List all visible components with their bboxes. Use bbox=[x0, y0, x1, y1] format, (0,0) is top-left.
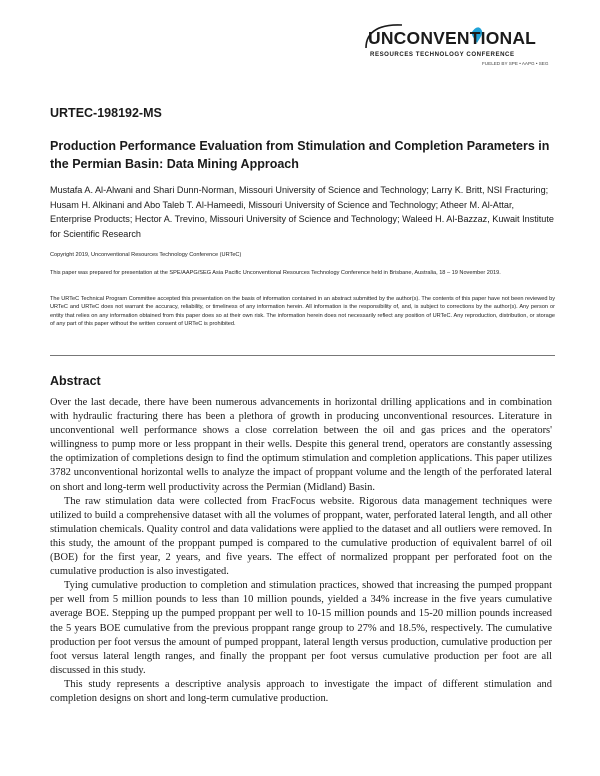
copyright-notice: Copyright 2019, Unconventional Resources Technology Conference (URTeC) bbox=[50, 252, 242, 258]
paper-title: Production Performance Evaluation from Stimulation and Completion Parameters in the Permian Basin: Data Mining Approach bbox=[50, 139, 550, 171]
abstract-paragraph: Tying cumulative production to completion and stimulation practices, showed that increasing the pumped proppant per well from 5 million pounds to less than 10 million pounds, yielded a 34% increase in the five years cumulative average BOE. Stepping up the pumped proppant per well to 10-15 million pounds and 15-20 million pounds increased the 5 years BOE cumulative from the previous proppant range group to 27% and 18.5%, respectively. The cumulative production per foot versus the amount of pumped proppant, lateral length versus production, cumulative production per foot versus lateral length ranges, and finally the proppant per foot versus cumulative production per foot are all discussed in this study. bbox=[50, 580, 552, 676]
authors: Mustafa A. Al-Alwani and Shari Dunn-Norman, Missouri University of Science and Technology; Larry K. Britt, NSI Fracturing; Husam H. Alkinani and Abo Taleb T. Al-Hameedi, Missouri University of Science and Technology; Atheer M. Al-Attar, Enterprise Products; Hector A. Trevino, Missouri University of Science and Technology; Waleed H. Al-Bazzaz, Kuwait Institute for Scientific Research bbox=[50, 185, 554, 239]
presentation-notice: This paper was prepared for presentation at the SPE/AAPG/SEG Asia Pacific Unconventional Resources Technology Conference held in Brisbane, Australia, 18 – 19 November 2019. bbox=[50, 270, 501, 276]
logo-subtitle: RESOURCES TECHNOLOGY CONFERENCE bbox=[370, 51, 515, 58]
logo-sponsors: FUELED BY SPE • AAPG • SEG bbox=[482, 61, 549, 66]
logo-title: UNCONVENTIONAL bbox=[368, 28, 537, 48]
abstract-paragraph: Over the last decade, there have been numerous advancements in horizontal drilling applications and in combination with hydraulic fracturing there has been a plethora of growth in producing unconventional resources. Literature in unconventional well performance shows a close correlation between the oil and gas prices and the operators' willingness to pump more or less proppant in their wells. Despite this general trend, operators are constantly assessing the optimization of completions design to find the optimum stimulation and completion applications. This paper utilizes 3782 unconventional horizontal wells to analyze the impact of proppant volume and the length of the perforated lateral on short and long-term well productivity across the Permian (Midland) Basin. bbox=[50, 397, 552, 493]
abstract-heading: Abstract bbox=[50, 374, 101, 388]
section-divider bbox=[50, 355, 555, 356]
paper-id: URTEC-198192-MS bbox=[50, 106, 162, 120]
abstract-paragraph: This study represents a descriptive analysis approach to investigate the impact of different stimulation and completion designs on short and long-term cumulative production. bbox=[50, 678, 552, 704]
abstract-body bbox=[50, 396, 552, 706]
disclaimer: The URTeC Technical Program Committee accepted this presentation on the basis of information contained in an abstract submitted by the author(s). The contents of this paper have not been reviewed by URTeC and URTeC does not warrant the accuracy, reliability, or timeliness of any information herein. All information is the responsibility of, and, is subject to corrections by the author(s). Any person or entity that relies on any information obtained from this paper does so at their own risk. The information herein does not necessarily reflect any position of URTeC. Any reproduction, distribution, or storage of any part of this paper without the written consent of URTeC is prohibited. bbox=[50, 296, 555, 328]
urtec-logo bbox=[362, 22, 552, 68]
abstract-paragraph: The raw stimulation data were collected from FracFocus website. Rigorous data management techniques were utilized to build a comprehensive dataset with all the volumes of proppant, water, perforated lateral length, and all other stimulation chemicals. Quality control and data validations were applied to the dataset and all outliers were removed. In this study, the amount of the proppant pumped is compared to the cumulative production of equivalent barrel of oil (BOE) for the first year, 2 years, and five years. The effect of normalized proppant per perforated foot on the cumulative production is also investigated. bbox=[50, 495, 552, 578]
